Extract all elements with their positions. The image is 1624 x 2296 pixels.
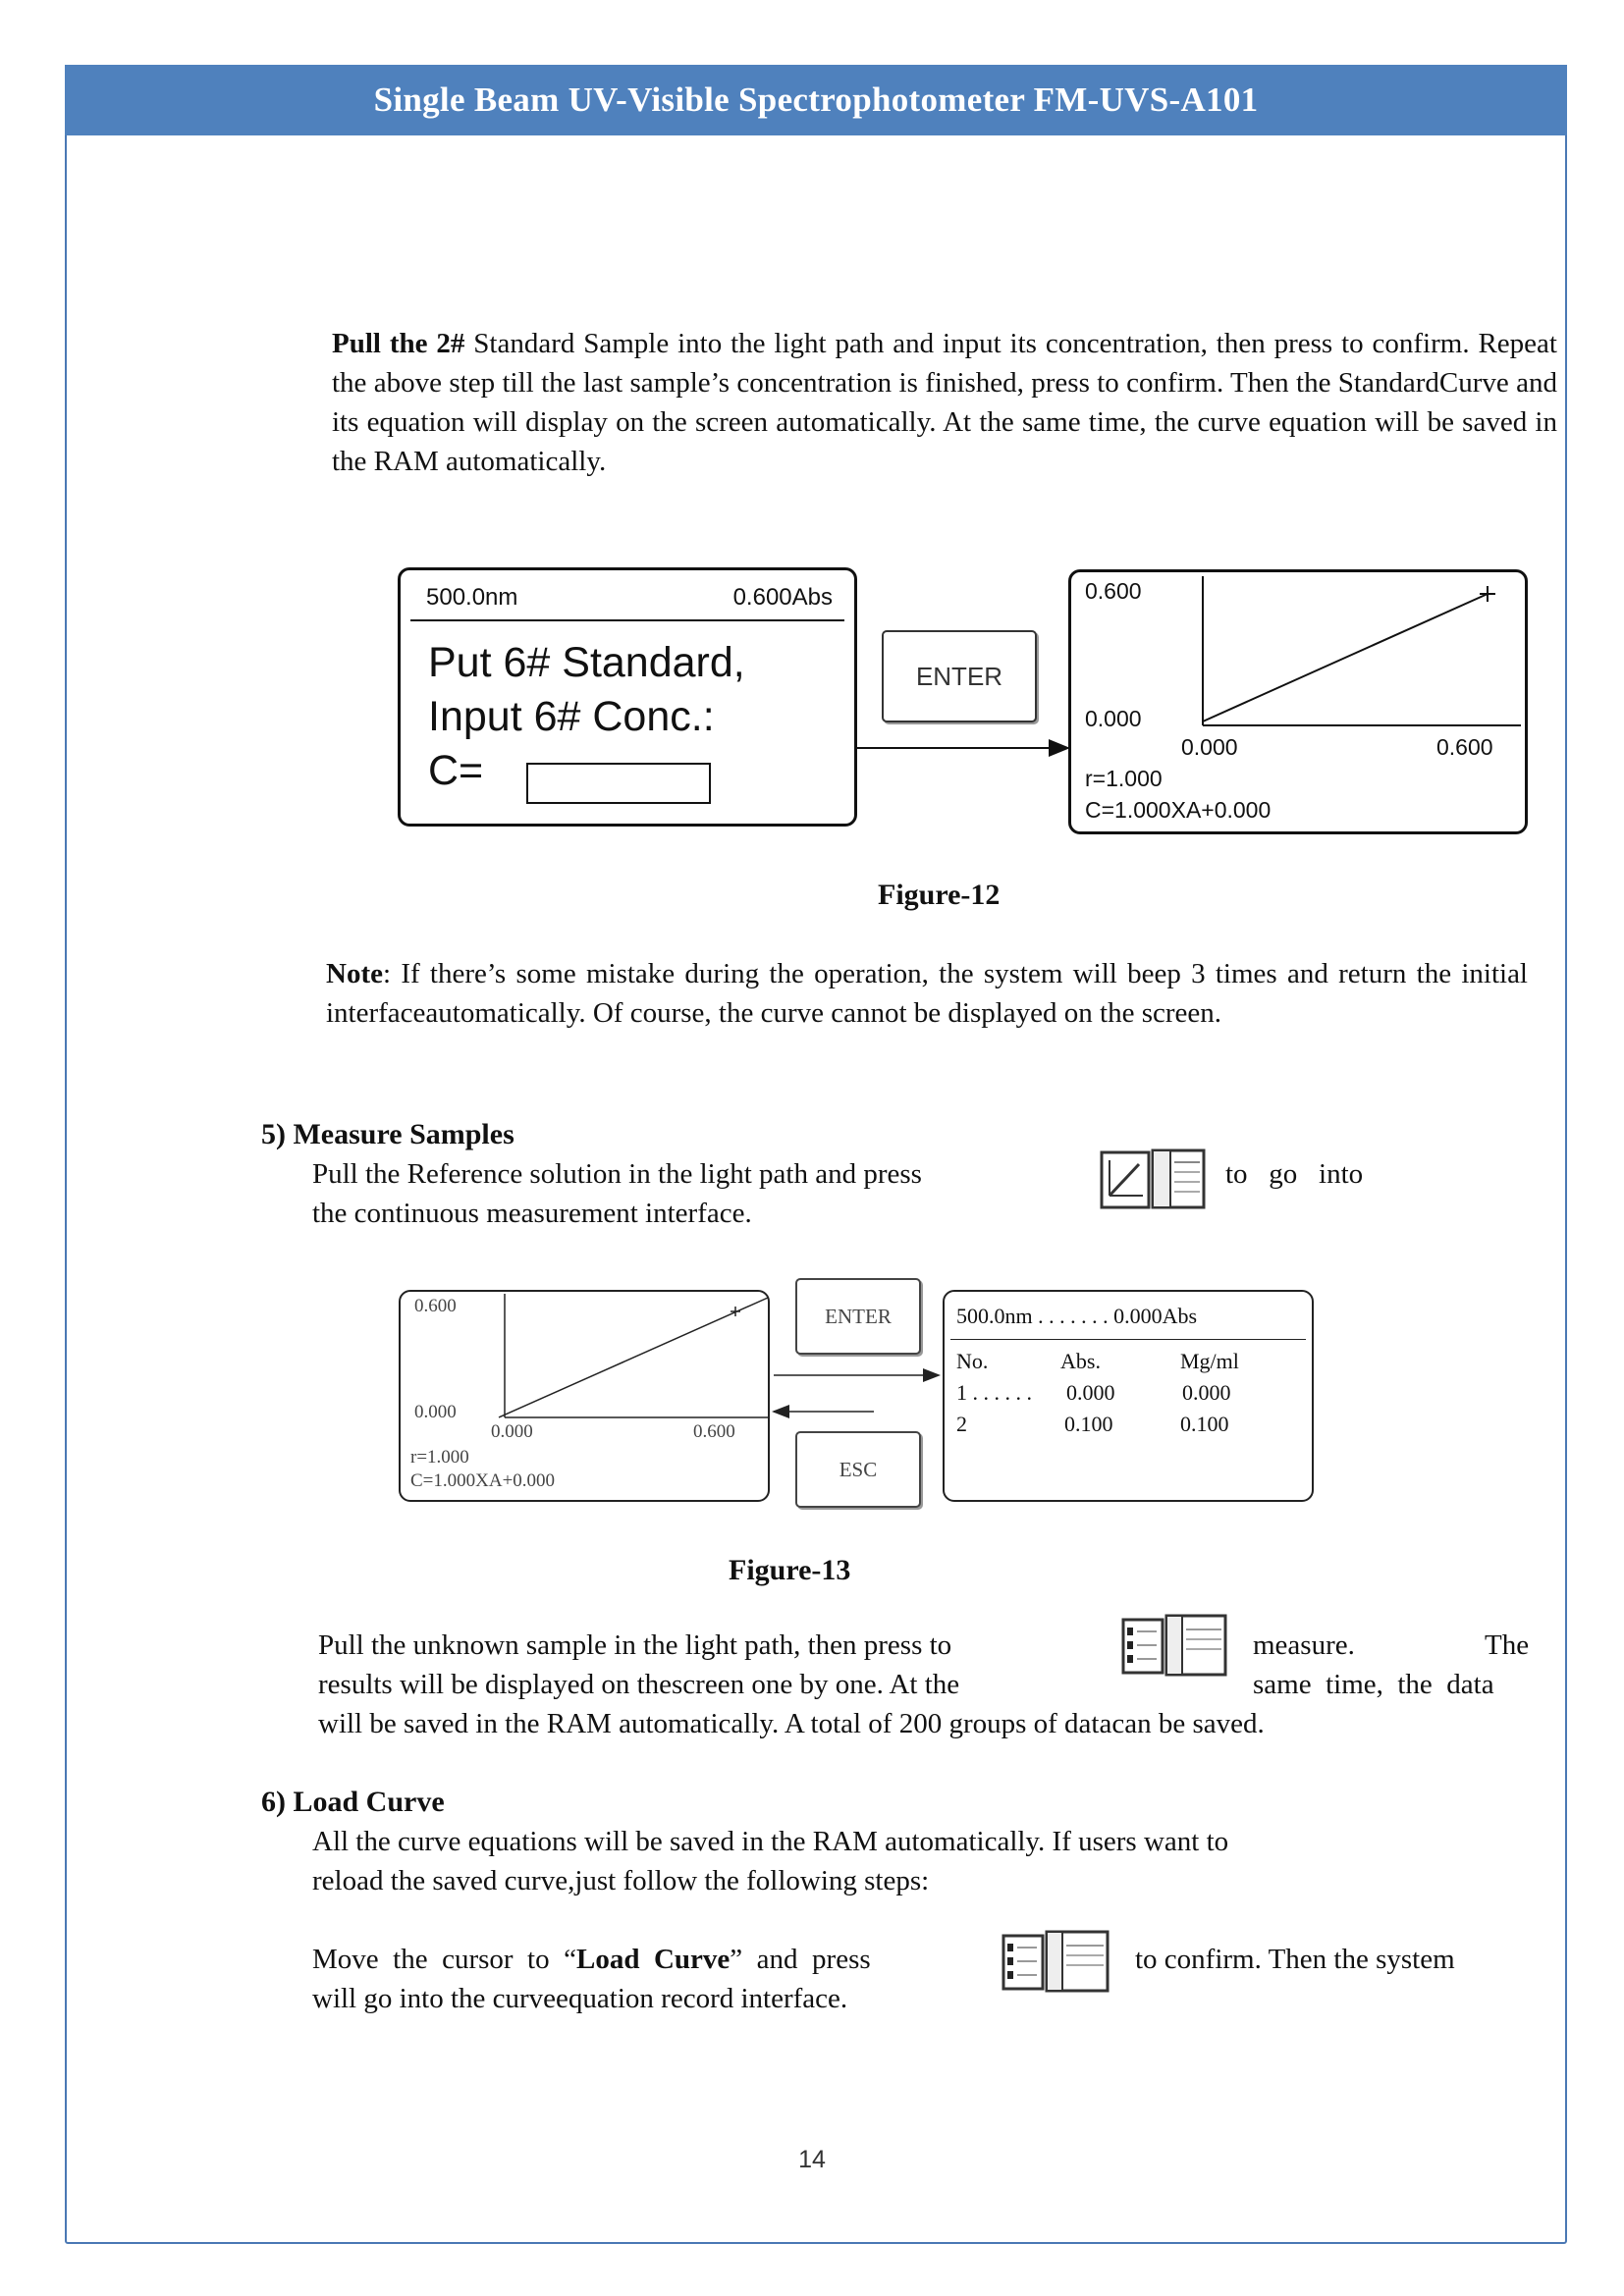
row-1-no: 1 . . . . . .	[956, 1380, 1032, 1405]
prompt-line-2: Input 6# Conc.:	[428, 693, 715, 740]
curve-measure-key-icon[interactable]	[1100, 1148, 1208, 1211]
unknown-line1-c: The	[1485, 1629, 1530, 1661]
row-1-abs: 0.000	[1066, 1380, 1115, 1405]
intro-text: Standard Sample into the light path and input its concentration, then press to confirm. Repeat the above step till the last sample’s concentration is finished, press to confirm. Then the StandardCurve and its equation will display on the screen automatically. At the same time, the curve equation will be saved in the RAM automatically.	[332, 328, 1557, 477]
x-axis-right-label: 0.600	[693, 1421, 735, 1442]
section6-line4: will go into the curveequation record interface.	[312, 1983, 848, 2014]
load-curve-instruction	[312, 1940, 871, 1979]
page-number: 14	[798, 2146, 826, 2173]
row-2-no: 2	[956, 1412, 967, 1436]
note-paragraph	[326, 954, 1528, 1033]
y-axis-bottom-label: 0.000	[1085, 706, 1142, 731]
y-axis-top-label: 0.600	[1085, 578, 1142, 604]
y-axis-top-label: 0.600	[414, 1296, 457, 1316]
calibration-plot	[1071, 572, 1531, 837]
figure12-arrow	[854, 726, 1072, 766]
load-curve-label: Load Curve	[576, 1944, 731, 1975]
column-no: No.	[956, 1349, 989, 1373]
figure13-caption: Figure-13	[729, 1554, 851, 1586]
figure13-arrows	[770, 1355, 948, 1433]
y-axis-bottom-label: 0.000	[414, 1402, 457, 1422]
figure12-input-screen	[398, 567, 857, 827]
section5-heading: 5) Measure Samples	[261, 1118, 514, 1150]
prompt-line-3: C=	[428, 747, 484, 794]
calibration-plot	[401, 1292, 772, 1504]
measure-header: 500.0nm . . . . . . . 0.000Abs	[956, 1304, 1198, 1328]
note-text: : If there’s some mistake during the operation, the system will beep 3 times and return the initial interfaceautomatically. Of course, the curve cannot be displayed on the screen.	[326, 958, 1528, 1029]
data-point-marker	[731, 1307, 740, 1316]
section5-text-a: Pull the Reference solution in the light path and press	[312, 1158, 922, 1190]
screen-divider	[410, 619, 844, 621]
figure13-curve-screen	[399, 1290, 770, 1502]
curve-equation: C=1.000XA+0.000	[1085, 797, 1272, 823]
row-2-conc: 0.100	[1180, 1412, 1229, 1436]
r-value: r=1.000	[1085, 766, 1163, 791]
enter-key[interactable]: ENTER	[795, 1278, 921, 1355]
section5-text-c: the continuous measurement interface.	[312, 1198, 752, 1229]
move-text-d: to confirm. Then the system	[1135, 1944, 1455, 1975]
intro-paragraph	[332, 324, 1557, 481]
section6-heading: 6) Load Curve	[261, 1786, 445, 1818]
figure12-caption: Figure-12	[878, 879, 1001, 911]
calibration-line	[1203, 594, 1488, 721]
move-text-c: ” and press	[730, 1944, 871, 1975]
absorbance-readout: 0.600Abs	[732, 584, 833, 611]
x-axis-left-label: 0.000	[1181, 734, 1238, 760]
unknown-line1-b: measure.	[1253, 1629, 1355, 1661]
prompt-line-1: Put 6# Standard,	[428, 639, 745, 686]
column-unit: Mg/ml	[1180, 1349, 1239, 1373]
figure12-curve-screen	[1068, 569, 1528, 834]
unknown-line1-a: Pull the unknown sample in the light path, then press to	[318, 1629, 952, 1661]
unknown-line2-a: results will be displayed on thescreen one by one. At the	[318, 1669, 960, 1700]
calibration-line	[499, 1298, 768, 1417]
section6-line1: All the curve equations will be saved in the RAM automatically. If users want to	[312, 1826, 1229, 1857]
load-curve-key-icon[interactable]	[1001, 1930, 1111, 1995]
unknown-line2-b: same time, the data	[1253, 1669, 1494, 1700]
r-value: r=1.000	[410, 1447, 469, 1468]
note-label: Note	[326, 958, 383, 989]
section5-text-b: to go into	[1225, 1158, 1364, 1190]
row-2-abs: 0.100	[1064, 1412, 1113, 1436]
column-abs: Abs.	[1060, 1349, 1101, 1373]
section6-line2: reload the saved curve,just follow the following steps:	[312, 1865, 930, 1896]
x-axis-right-label: 0.600	[1436, 734, 1493, 760]
figure13-measure-screen	[943, 1290, 1314, 1502]
page-title: Single Beam UV-Visible Spectrophotometer FM-UVS-A101	[65, 65, 1567, 135]
unknown-line3: will be saved in the RAM automatically. A total of 200 groups of datacan be saved.	[318, 1708, 1265, 1739]
curve-equation: C=1.000XA+0.000	[410, 1470, 556, 1491]
data-point-marker	[1480, 586, 1495, 602]
concentration-input-box[interactable]	[526, 763, 711, 804]
esc-key[interactable]: ESC	[795, 1431, 921, 1508]
move-text-a: Move the cursor to “	[312, 1944, 576, 1975]
enter-key[interactable]: ENTER	[882, 630, 1037, 722]
x-axis-left-label: 0.000	[491, 1421, 533, 1442]
wavelength-readout: 500.0nm	[426, 584, 518, 611]
row-1-conc: 0.000	[1182, 1380, 1231, 1405]
measure-key-icon[interactable]	[1121, 1614, 1229, 1679]
screen-divider	[950, 1339, 1306, 1340]
intro-bold-lead: Pull the 2#	[332, 328, 465, 359]
